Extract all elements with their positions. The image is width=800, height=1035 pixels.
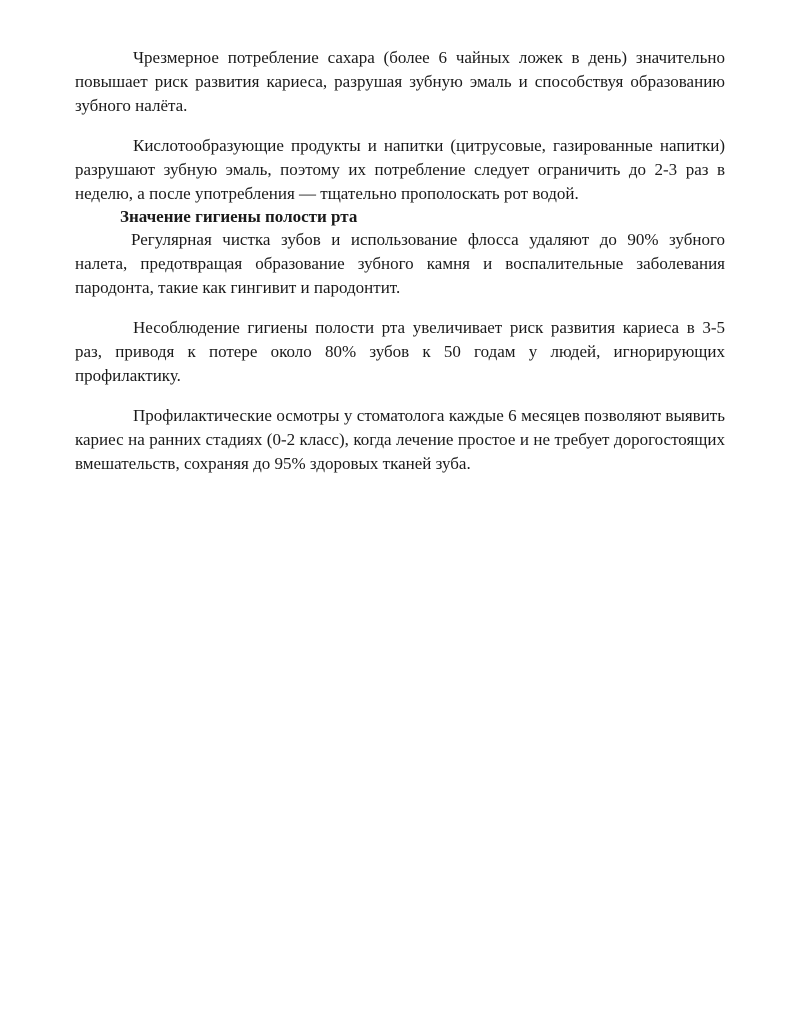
document-body xyxy=(75,46,725,476)
paragraph-hygiene-neglect: Несоблюдение гигиены полости рта увеличивает риск развития кариеса в 3-5 раз, приводя к потере около 80% зубов к 50 годам у людей, игнорирующих профилактику. xyxy=(75,318,725,385)
section-heading: Значение гигиены полости рта xyxy=(120,207,358,226)
paragraph-checkups: Профилактические осмотры у стоматолога каждые 6 месяцев позволяют выявить кариес на ранних стадиях (0-2 класс), когда лечение простое и не требует дорогостоящих вмешательств, сохраняя до 95% здоровых тканей зуба. xyxy=(75,406,725,473)
paragraph-acidic-foods: Кислотообразующие продукты и напитки (цитрусовые, газированные напитки) разрушают зубную эмаль, поэтому их потребление следует ограничить до 2-3 раз в неделю, а после употребления — тщательно прополоскать рот водой. xyxy=(75,136,725,203)
paragraph-brushing: Регулярная чистка зубов и использование флосса удаляют до 90% зубного налета, предотвращая образование зубного камня и воспалительные заболевания пародонта, такие как гингивит и пародонтит. xyxy=(75,230,725,297)
paragraph-sugar: Чрезмерное потребление сахара (более 6 чайных ложек в день) значительно повышает риск развития кариеса, разрушая зубную эмаль и способствуя образованию зубного налёта. xyxy=(75,48,725,115)
